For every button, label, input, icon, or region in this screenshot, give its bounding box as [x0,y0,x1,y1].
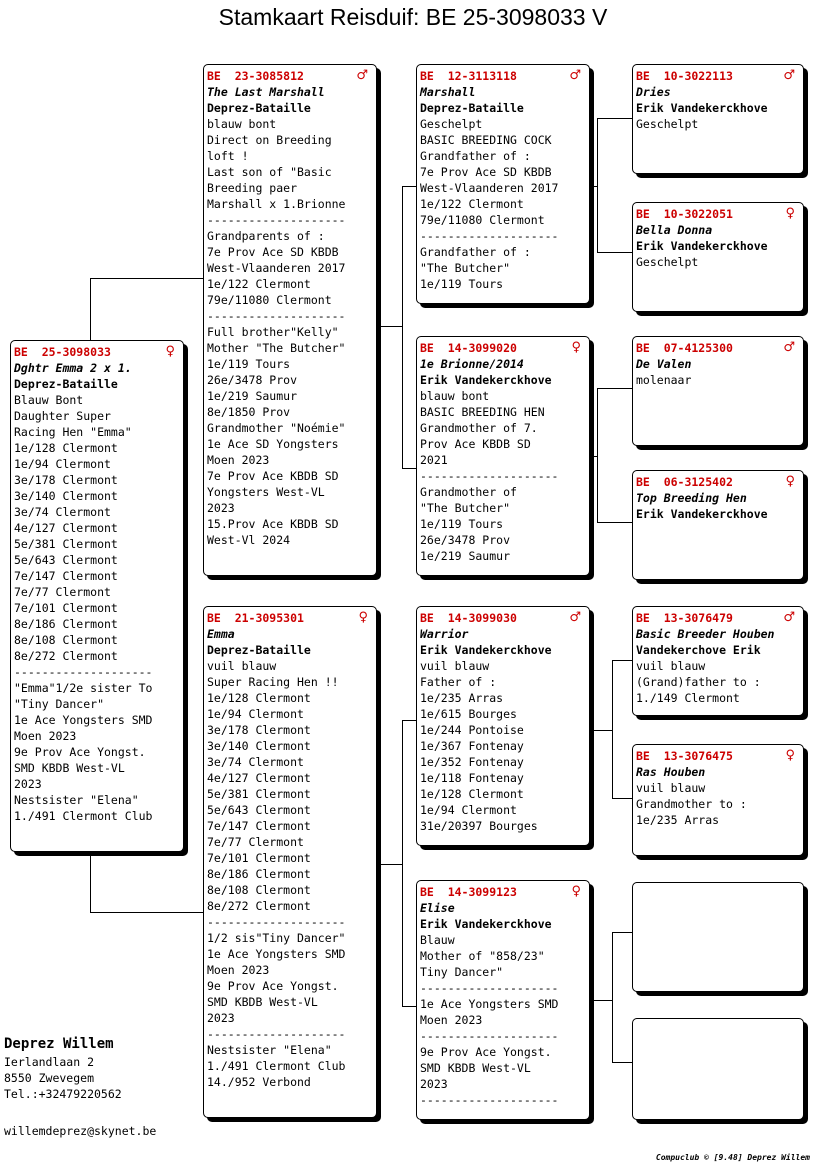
pedigree-note-line: 2023 [420,1077,448,1091]
pedigree-note-line: 1e Ace SD Yongsters [207,437,339,451]
connector-line [402,720,403,1006]
female-symbol-icon: ♀ [358,610,368,625]
ring-number: BE 25-3098033 [14,345,111,359]
card-header [420,68,589,84]
pigeon-name: 1e Brionne/2014 [420,357,524,371]
pedigree-note-line: BASIC BREEDING HEN [420,405,545,419]
connector-line [597,118,632,119]
pedigree-note-line: -------------------- [207,213,346,227]
pedigree-note-line: 7e Prov Ace SD KBDB [207,245,339,259]
pedigree-note-line: "Tiny Dancer" [14,697,105,711]
page-title: Stamkaart Reisduif: BE 25-3098033 V [218,4,608,30]
pedigree-note-line: Geschelpt [636,117,699,131]
pedigree-note-line: 3e/140 Clermont [207,739,311,753]
connector-line [90,912,204,913]
female-symbol-icon: ♀ [785,748,795,763]
pedigree-note-line: 15.Prov Ace KBDB SD [207,517,339,531]
pedigree-note-line: SMD KBDB West-VL [14,761,125,775]
pedigree-note-line: 1e/219 Saumur [207,389,298,403]
pedigree-note-line: Super Racing Hen !! [207,675,339,689]
pedigree-note-line: Breeding paer [207,181,298,195]
male-symbol-icon: ♂ [569,610,581,625]
pedigree-note-line: 1e/119 Tours [207,357,291,371]
pedigree-note-line: 7e/147 Clermont [14,569,118,583]
pedigree-note-line: -------------------- [420,469,559,483]
card-header [420,884,589,900]
pedigree-note-line: Grandmother of 7. [420,421,538,435]
pedigree-note-line: 1e/128 Clermont [207,691,311,705]
pedigree-note-line: 1e/118 Fontenay [420,771,524,785]
pedigree-note-line: blauw bont [420,389,490,403]
pedigree-note-line: Yongsters West-VL [207,485,325,499]
pedigree-note-line: 2021 [420,453,448,467]
connector-line [378,864,402,865]
pedigree-note-line: 5e/643 Clermont [207,803,311,817]
pedigree-note-line: -------------------- [14,665,153,679]
ring-number: BE 14-3099020 [420,341,517,355]
pedigree-note-line: 1e Ace Yongsters SMD [207,947,346,961]
pedigree-note-line: 1e/235 Arras [636,813,720,827]
pedigree-note-line: loft ! [207,149,249,163]
pedigree-note-line: Nestsister "Elena" [207,1043,332,1057]
breeder-name: Deprez-Bataille [420,101,524,115]
pedigree-note-line: 1e/128 Clermont [14,441,118,455]
card-header [207,610,376,626]
owner-name: Deprez Willem [4,1036,114,1052]
pedigree-note-line: Grandmother of [420,485,517,499]
pedigree-note-line: 8e/272 Clermont [14,649,118,663]
mother-card[interactable] [203,606,377,1118]
connector-line [402,186,417,187]
breeder-name: Vandekerchove Erik [636,643,761,657]
pedigree-note-line: Moen 2023 [207,453,270,467]
connector-line [402,720,417,721]
pigeon-name: Emma [207,627,235,641]
breeder-name: Deprez-Bataille [207,101,311,115]
pedigree-note-line: 1./491 Clermont Club [14,809,153,823]
ring-number: BE 21-3095301 [207,611,304,625]
connector-line [402,468,417,469]
pedigree-note-line: 9e Prov Ace Yongst. [14,745,146,759]
subject-pigeon-card[interactable] [10,340,184,852]
pedigree-note-line: (Grand)father to : [636,675,761,689]
pedigree-note-line: 1e/128 Clermont [420,787,524,801]
ring-number: BE 13-3076479 [636,611,733,625]
great-grandparent-card-4[interactable] [632,470,804,580]
pedigree-note-line: vuil blauw [636,781,706,795]
connector-line [612,798,632,799]
pedigree-note-line: Geschelpt [420,117,483,131]
owner-phone: Tel.:+32479220562 [4,1087,122,1101]
connector-line [597,522,632,523]
pedigree-note-line: 2023 [14,777,42,791]
connector-line [402,186,403,468]
connector-line [402,1006,417,1007]
pigeon-name: Bella Donna [636,223,713,237]
pedigree-note-line: 9e Prov Ace Yongst. [207,979,339,993]
footer-credit: Compuclub © [9.48] Deprez Willem [655,1153,810,1162]
pedigree-note-line: 1/2 sis"Tiny Dancer" [207,931,346,945]
pedigree-note-line: vuil blauw [636,659,706,673]
paternal-grandmother-card[interactable] [416,336,590,576]
card-header [636,68,803,84]
pigeon-name: The Last Marshall [207,85,325,99]
connector-line [90,278,91,340]
ring-number: BE 06-3125402 [636,475,733,489]
pedigree-note-line: -------------------- [207,309,346,323]
connector-line [90,278,204,279]
female-symbol-icon: ♀ [571,340,581,355]
pedigree-note-line: 1./491 Clermont Club [207,1059,346,1073]
pedigree-note-line: 8e/1850 Prov [207,405,291,419]
pedigree-note-line: "The Butcher" [420,501,511,515]
pedigree-note-line: Mother of "858/23" [420,949,545,963]
pedigree-note-line: Father of : [420,675,497,689]
male-symbol-icon: ♂ [783,610,795,625]
great-grandparent-card-3[interactable] [632,336,804,446]
pedigree-note-line: Prov Ace KBDB SD [420,437,531,451]
pedigree-note-line: 1e/122 Clermont [207,277,311,291]
pedigree-note-line: 26e/3478 Prov [420,533,511,547]
pedigree-note-line: West-Vlaanderen 2017 [207,261,346,275]
pedigree-note-line: 8e/186 Clermont [207,867,311,881]
pedigree-note-line: 1e/235 Arras [420,691,504,705]
owner-address-block [4,1034,122,1102]
ring-number: BE 10-3022113 [636,69,733,83]
pedigree-note-line: 1e/219 Saumur [420,549,511,563]
pedigree-note-line: 1e Ace Yongsters SMD [14,713,153,727]
pigeon-name: Elise [420,901,455,915]
pedigree-note-line: 8e/108 Clermont [14,633,118,647]
connector-line [597,388,632,389]
breeder-name: Erik Vandekerckhove [636,101,768,115]
pedigree-note-line: 8e/272 Clermont [207,899,311,913]
breeder-name: Erik Vandekerckhove [420,917,552,931]
connector-line [612,932,613,1062]
card-header [636,748,803,764]
pedigree-note-line: -------------------- [420,981,559,995]
connector-line [612,932,632,933]
pedigree-note-line: Direct on Breeding [207,133,332,147]
connector-line [597,118,598,252]
male-symbol-icon: ♂ [783,340,795,355]
card-header [636,474,803,490]
pedigree-note-line: Grandparents of : [207,229,325,243]
pedigree-note-line: Mother "The Butcher" [207,341,346,355]
great-grandparent-card-1[interactable] [632,64,804,174]
pedigree-note-line: 7e Prov Ace SD KBDB [420,165,552,179]
pedigree-note-line: 1e/352 Fontenay [420,755,524,769]
pedigree-note-line: 1e/119 Tours [420,277,504,291]
pedigree-note-line: Daughter Super [14,409,111,423]
pedigree-note-line: Tiny Dancer" [420,965,504,979]
card-header [636,886,803,902]
pigeon-name: Dries [636,85,671,99]
connector-line [590,1000,612,1001]
pedigree-note-line: 8e/108 Clermont [207,883,311,897]
connector-line [378,326,402,327]
ring-number: BE 14-3099123 [420,885,517,899]
pedigree-note-line: 3e/140 Clermont [14,489,118,503]
male-symbol-icon: ♂ [356,68,368,83]
connector-line [590,186,597,187]
maternal-grandmother-card[interactable] [416,880,590,1120]
connector-line [597,388,598,522]
pedigree-note-line: 26e/3478 Prov [207,373,298,387]
pedigree-note-line: 1e/615 Bourges [420,707,517,721]
female-symbol-icon: ♀ [571,884,581,899]
pedigree-note-line: 7e/77 Clermont [207,835,304,849]
card-header [636,610,803,626]
pedigree-note-line: 3e/178 Clermont [14,473,118,487]
pedigree-note-line: blauw bont [207,117,277,131]
breeder-name: Deprez-Bataille [207,643,311,657]
pedigree-note-line: 5e/381 Clermont [14,537,118,551]
pigeon-name: Top Breeding Hen [636,491,747,505]
ring-number: BE 10-3022051 [636,207,733,221]
great-grandparent-card-5[interactable] [632,606,804,716]
pedigree-note-line: 1e/244 Pontoise [420,723,524,737]
owner-city: 8550 Zwevegem [4,1071,95,1085]
pedigree-note-line: Blauw [420,933,455,947]
male-symbol-icon: ♂ [783,68,795,83]
pedigree-note-line: 1e/122 Clermont [420,197,524,211]
pedigree-note-line: 1e/94 Clermont [420,803,517,817]
pedigree-note-line: 5e/381 Clermont [207,787,311,801]
pedigree-note-line: West-Vl 2024 [207,533,291,547]
connector-line [597,252,632,253]
ring-number: BE 23-3085812 [207,69,304,83]
female-symbol-icon: ♀ [785,206,795,221]
breeder-name: Erik Vandekerckhove [420,373,552,387]
pigeon-name: De Valen [636,357,692,371]
pedigree-note-line: Grandmother to : [636,797,747,811]
pedigree-note-line: -------------------- [420,1029,559,1043]
great-grandparent-card-6[interactable] [632,744,804,856]
card-header [636,340,803,356]
pedigree-note-line: 1e Ace Yongsters SMD [420,997,559,1011]
pedigree-note-line: 7e/101 Clermont [14,601,118,615]
connector-line [590,730,612,731]
pedigree-note-line: Grandfather of : [420,245,531,259]
pedigree-note-line: BASIC BREEDING COCK [420,133,552,147]
pedigree-note-line: Moen 2023 [420,1013,483,1027]
pedigree-note-line: Grandfather of : [420,149,531,163]
pedigree-note-line: Moen 2023 [207,963,270,977]
pedigree-note-line: 79e/11080 Clermont [207,293,332,307]
pedigree-note-line: -------------------- [207,915,346,929]
pedigree-note-line: 8e/186 Clermont [14,617,118,631]
pedigree-note-line: "Emma"1/2e sister To [14,681,153,695]
paternal-grandfather-card[interactable] [416,64,590,304]
pedigree-note-line: 31e/20397 Bourges [420,819,538,833]
pedigree-note-line: Full brother"Kelly" [207,325,339,339]
great-grandparent-card-8[interactable] [632,1018,804,1120]
card-header [420,610,589,626]
pedigree-note-line: 4e/127 Clermont [14,521,118,535]
card-header [420,340,589,356]
pedigree-note-line: 9e Prov Ace Yongst. [420,1045,552,1059]
pedigree-note-line: Blauw Bont [14,393,84,407]
great-grandparent-card-2[interactable] [632,202,804,312]
pedigree-note-line: 79e/11080 Clermont [420,213,545,227]
pedigree-note-line: 14./952 Verbond [207,1075,311,1089]
owner-email[interactable]: willemdeprez@skynet.be [4,1124,157,1138]
pedigree-note-line: 3e/74 Clermont [14,505,111,519]
pedigree-note-line: 7e Prov Ace KBDB SD [207,469,339,483]
pedigree-note-line: 1./149 Clermont [636,691,740,705]
pedigree-note-line: "The Butcher" [420,261,511,275]
connector-line [612,660,632,661]
pedigree-note-line: Geschelpt [636,255,699,269]
connector-line [590,456,597,457]
pedigree-note-line: Racing Hen "Emma" [14,425,132,439]
connector-line [612,660,613,798]
pedigree-note-line: 3e/178 Clermont [207,723,311,737]
breeder-name: Deprez-Bataille [14,377,118,391]
pigeon-name: Marshall [420,85,476,99]
ring-number: BE 12-3113118 [420,69,517,83]
pigeon-name: Ras Houben [636,765,706,779]
pedigree-note-line: 7e/147 Clermont [207,819,311,833]
pedigree-note-line: vuil blauw [207,659,277,673]
pedigree-note-line: SMD KBDB West-VL [207,995,318,1009]
pedigree-note-line: 1e/94 Clermont [207,707,304,721]
great-grandparent-card-7[interactable] [632,882,804,992]
pedigree-note-line: 3e/74 Clermont [207,755,304,769]
pedigree-note-line: vuil blauw [420,659,490,673]
female-symbol-icon: ♀ [785,474,795,489]
pigeon-name: Warrior [420,627,469,641]
pedigree-note-line: Last son of "Basic [207,165,332,179]
ring-number: BE 14-3099030 [420,611,517,625]
pedigree-note-line: -------------------- [207,1027,346,1041]
pigeon-name: Basic Breeder Houben [636,627,775,641]
pedigree-note-line: molenaar [636,373,692,387]
breeder-name: Erik Vandekerckhove [636,507,768,521]
pedigree-note-line: 2023 [207,501,235,515]
ring-number: BE 13-3076475 [636,749,733,763]
breeder-name: Erik Vandekerckhove [636,239,768,253]
card-header [636,1022,803,1038]
pedigree-note-line: -------------------- [420,1093,559,1107]
card-header [14,344,183,360]
pedigree-note-line: 5e/643 Clermont [14,553,118,567]
pedigree-note-line: Moen 2023 [14,729,77,743]
pedigree-note-line: Nestsister "Elena" [14,793,139,807]
pedigree-note-line: West-Vlaanderen 2017 [420,181,559,195]
breeder-name: Erik Vandekerckhove [420,643,552,657]
card-header [636,206,803,222]
male-symbol-icon: ♂ [569,68,581,83]
owner-street: Ierlandlaan 2 [4,1055,95,1069]
card-header [207,68,376,84]
connector-line [612,1062,632,1063]
pedigree-note-line: 4e/127 Clermont [207,771,311,785]
connector-line [90,852,91,912]
ring-number: BE 07-4125300 [636,341,733,355]
pigeon-name: Dghtr Emma 2 x 1. [14,361,132,375]
father-card[interactable] [203,64,377,576]
pedigree-note-line: 2023 [207,1011,235,1025]
pedigree-note-line: Grandmother "Noémie" [207,421,346,435]
female-symbol-icon: ♀ [165,344,175,359]
pedigree-note-line: 7e/101 Clermont [207,851,311,865]
maternal-grandfather-card[interactable] [416,606,590,846]
pedigree-note-line: Marshall x 1.Brionne [207,197,346,211]
pedigree-note-line: SMD KBDB West-VL [420,1061,531,1075]
pedigree-note-line: 7e/77 Clermont [14,585,111,599]
pedigree-note-line: 1e/367 Fontenay [420,739,524,753]
pedigree-note-line: 1e/119 Tours [420,517,504,531]
pedigree-note-line: 1e/94 Clermont [14,457,111,471]
pedigree-note-line: -------------------- [420,229,559,243]
